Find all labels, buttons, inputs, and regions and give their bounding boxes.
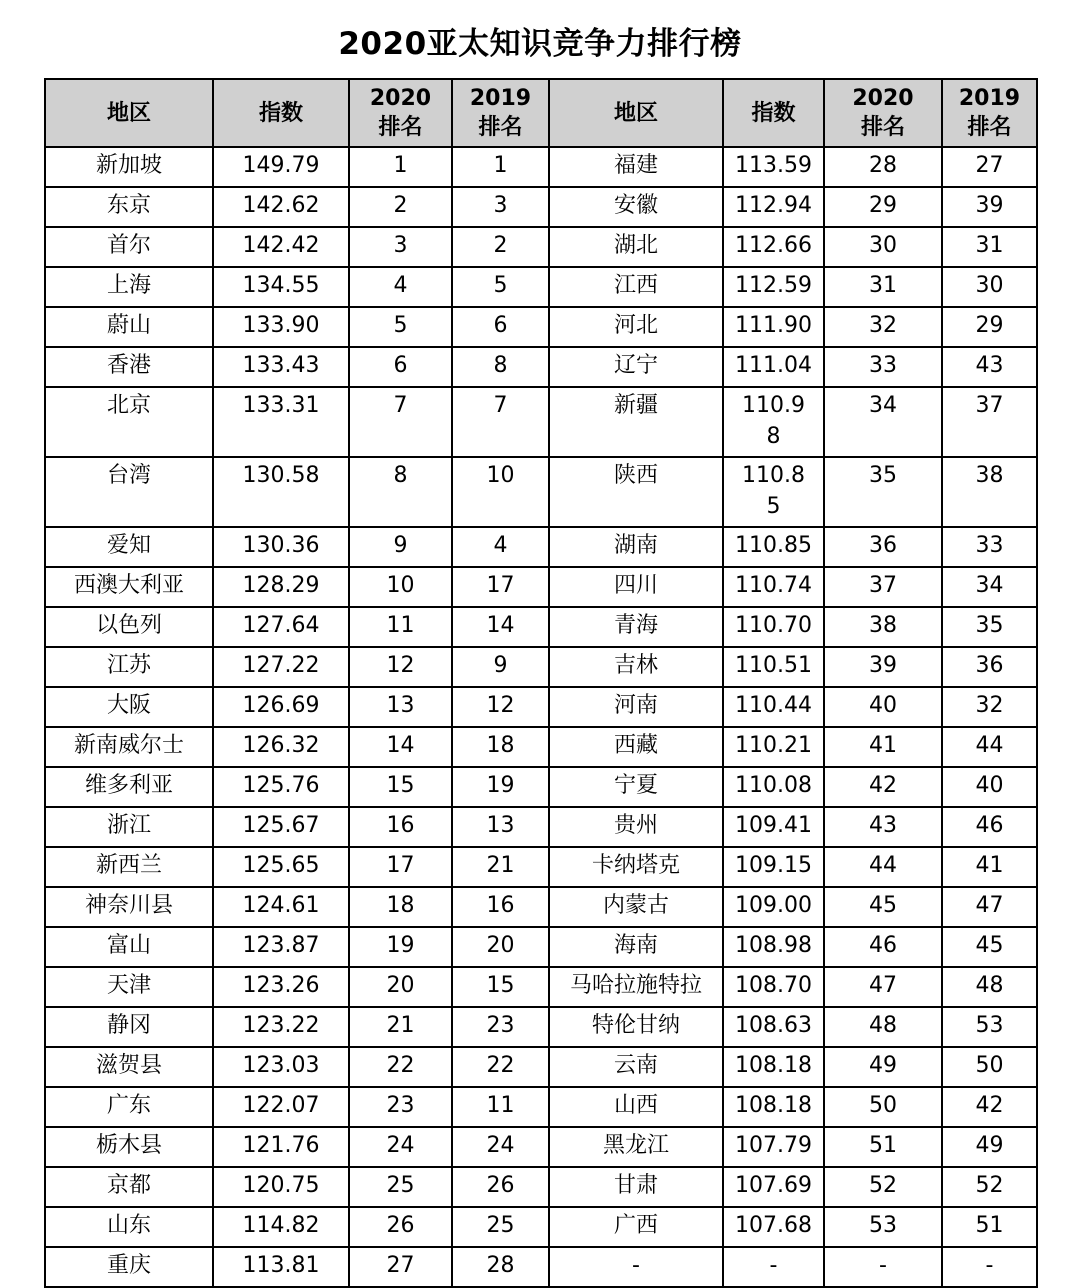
region-cell: 陕西 (549, 457, 723, 527)
rank-2019-cell: 28 (452, 1247, 549, 1287)
index-cell: 113.81 (213, 1247, 349, 1287)
index-cell: 108.63 (723, 1007, 824, 1047)
rank-2019-cell: 35 (942, 607, 1037, 647)
region-cell: 北京 (45, 387, 213, 457)
index-cell: 110.21 (723, 727, 824, 767)
rank-2019-cell: 8 (452, 347, 549, 387)
rank-2019-cell: 11 (452, 1087, 549, 1127)
region-cell: 新西兰 (45, 847, 213, 887)
region-cell: 甘肃 (549, 1167, 723, 1207)
index-cell: 108.18 (723, 1087, 824, 1127)
region-cell: 河北 (549, 307, 723, 347)
table-row (45, 147, 1037, 187)
rank-2019-cell: 16 (452, 887, 549, 927)
index-cell: 110.70 (723, 607, 824, 647)
rank-2020-cell: 40 (824, 687, 942, 727)
table-row (45, 1047, 1037, 1087)
rank-2019-cell: 17 (452, 567, 549, 607)
table-row (45, 267, 1037, 307)
region-cell: 黑龙江 (549, 1127, 723, 1167)
index-cell: 107.79 (723, 1127, 824, 1167)
rank-2020-cell: 49 (824, 1047, 942, 1087)
region-cell: 湖北 (549, 227, 723, 267)
rank-2020-cell: 33 (824, 347, 942, 387)
rank-2020-cell: - (824, 1247, 942, 1287)
index-cell: 125.76 (213, 767, 349, 807)
rank-2020-cell: 26 (349, 1207, 452, 1247)
rank-2019-cell: 47 (942, 887, 1037, 927)
rank-2019-cell: 40 (942, 767, 1037, 807)
index-cell: 109.41 (723, 807, 824, 847)
region-cell: 蔚山 (45, 307, 213, 347)
rank-2019-cell: 38 (942, 457, 1037, 527)
index-cell: 149.79 (213, 147, 349, 187)
rank-2019-cell: 34 (942, 567, 1037, 607)
rank-2020-cell: 21 (349, 1007, 452, 1047)
rank-2020-cell: 52 (824, 1167, 942, 1207)
rank-2020-cell: 9 (349, 527, 452, 567)
table-row (45, 187, 1037, 227)
table-row (45, 1247, 1037, 1287)
index-cell: 112.94 (723, 187, 824, 227)
rank-2020-cell: 2 (349, 187, 452, 227)
table-row (45, 1127, 1037, 1167)
index-cell: 133.31 (213, 387, 349, 457)
rank-2020-cell: 16 (349, 807, 452, 847)
rank-2019-cell: 27 (942, 147, 1037, 187)
rank-2019-cell: 45 (942, 927, 1037, 967)
rank-2019-cell: 53 (942, 1007, 1037, 1047)
rank-2020-cell: 23 (349, 1087, 452, 1127)
rank-2020-cell: 43 (824, 807, 942, 847)
region-cell: 静冈 (45, 1007, 213, 1047)
rank-2020-cell: 12 (349, 647, 452, 687)
column-header-rank-2020-right: 2020 排名 (824, 79, 942, 147)
region-cell: 广东 (45, 1087, 213, 1127)
index-cell: 142.42 (213, 227, 349, 267)
rank-2020-cell: 22 (349, 1047, 452, 1087)
rank-2020-cell: 50 (824, 1087, 942, 1127)
table-row (45, 307, 1037, 347)
region-cell: 香港 (45, 347, 213, 387)
region-cell: 吉林 (549, 647, 723, 687)
table-row (45, 387, 1037, 457)
rank-2020-cell: 4 (349, 267, 452, 307)
index-cell: 121.76 (213, 1127, 349, 1167)
table-row (45, 727, 1037, 767)
table-row (45, 847, 1037, 887)
column-header-region-right: 地区 (549, 79, 723, 147)
index-cell: 124.61 (213, 887, 349, 927)
rank-2019-cell: 14 (452, 607, 549, 647)
index-cell: 130.36 (213, 527, 349, 567)
rank-2020-cell: 41 (824, 727, 942, 767)
rank-2019-cell: 39 (942, 187, 1037, 227)
rank-2020-cell: 11 (349, 607, 452, 647)
rank-2020-cell: 18 (349, 887, 452, 927)
rank-2019-cell: 32 (942, 687, 1037, 727)
rank-2020-cell: 36 (824, 527, 942, 567)
index-cell: 126.32 (213, 727, 349, 767)
rank-2019-cell: 52 (942, 1167, 1037, 1207)
index-cell: 109.00 (723, 887, 824, 927)
rank-2020-cell: 8 (349, 457, 452, 527)
rank-2019-cell: 18 (452, 727, 549, 767)
index-cell: 133.90 (213, 307, 349, 347)
index-cell: 114.82 (213, 1207, 349, 1247)
rank-2019-cell: 12 (452, 687, 549, 727)
rank-2020-cell: 46 (824, 927, 942, 967)
index-cell: 123.03 (213, 1047, 349, 1087)
rank-2019-cell: 50 (942, 1047, 1037, 1087)
ranking-table (44, 78, 1038, 1288)
rank-2019-cell: 9 (452, 647, 549, 687)
index-cell: 130.58 (213, 457, 349, 527)
index-cell: 108.98 (723, 927, 824, 967)
table-row (45, 1007, 1037, 1047)
rank-2019-cell: 6 (452, 307, 549, 347)
rank-2020-cell: 15 (349, 767, 452, 807)
region-cell: 上海 (45, 267, 213, 307)
region-cell: 云南 (549, 1047, 723, 1087)
rank-2019-cell: 23 (452, 1007, 549, 1047)
rank-2019-cell: - (942, 1247, 1037, 1287)
region-cell: 青海 (549, 607, 723, 647)
table-row (45, 227, 1037, 267)
rank-2020-cell: 28 (824, 147, 942, 187)
index-cell: 109.15 (723, 847, 824, 887)
rank-2019-cell: 21 (452, 847, 549, 887)
rank-2019-cell: 51 (942, 1207, 1037, 1247)
index-cell: 111.04 (723, 347, 824, 387)
rank-2019-cell: 36 (942, 647, 1037, 687)
rank-2020-cell: 7 (349, 387, 452, 457)
rank-2020-cell: 32 (824, 307, 942, 347)
region-cell: 广西 (549, 1207, 723, 1247)
index-cell: 110.85 (723, 457, 824, 527)
rank-2020-cell: 44 (824, 847, 942, 887)
table-row (45, 927, 1037, 967)
index-cell: - (723, 1247, 824, 1287)
index-cell: 108.18 (723, 1047, 824, 1087)
region-cell: - (549, 1247, 723, 1287)
rank-2020-cell: 14 (349, 727, 452, 767)
table-row (45, 967, 1037, 1007)
table-row (45, 607, 1037, 647)
region-cell: 山东 (45, 1207, 213, 1247)
region-cell: 重庆 (45, 1247, 213, 1287)
table-header-row (45, 79, 1037, 147)
index-cell: 123.87 (213, 927, 349, 967)
rank-2020-cell: 45 (824, 887, 942, 927)
index-cell: 111.90 (723, 307, 824, 347)
rank-2020-cell: 20 (349, 967, 452, 1007)
region-cell: 安徽 (549, 187, 723, 227)
rank-2019-cell: 25 (452, 1207, 549, 1247)
region-cell: 卡纳塔克 (549, 847, 723, 887)
index-cell: 108.70 (723, 967, 824, 1007)
table-row (45, 767, 1037, 807)
region-cell: 特伦甘纳 (549, 1007, 723, 1047)
table-row (45, 1167, 1037, 1207)
region-cell: 四川 (549, 567, 723, 607)
rank-2020-cell: 25 (349, 1167, 452, 1207)
region-cell: 神奈川县 (45, 887, 213, 927)
rank-2020-cell: 3 (349, 227, 452, 267)
rank-2019-cell: 1 (452, 147, 549, 187)
index-cell: 110.08 (723, 767, 824, 807)
region-cell: 新加坡 (45, 147, 213, 187)
rank-2019-cell: 43 (942, 347, 1037, 387)
index-cell: 126.69 (213, 687, 349, 727)
region-cell: 西澳大利亚 (45, 567, 213, 607)
region-cell: 爱知 (45, 527, 213, 567)
column-header-rank-2019-left: 2019 排名 (452, 79, 549, 147)
rank-2019-cell: 15 (452, 967, 549, 1007)
rank-2020-cell: 19 (349, 927, 452, 967)
index-cell: 110.98 (723, 387, 824, 457)
rank-2019-cell: 33 (942, 527, 1037, 567)
rank-2019-cell: 42 (942, 1087, 1037, 1127)
region-cell: 山西 (549, 1087, 723, 1127)
region-cell: 马哈拉施特拉 (549, 967, 723, 1007)
region-cell: 河南 (549, 687, 723, 727)
rank-2019-cell: 48 (942, 967, 1037, 1007)
rank-2019-cell: 4 (452, 527, 549, 567)
region-cell: 宁夏 (549, 767, 723, 807)
rank-2019-cell: 46 (942, 807, 1037, 847)
index-cell: 107.69 (723, 1167, 824, 1207)
region-cell: 江苏 (45, 647, 213, 687)
rank-2020-cell: 37 (824, 567, 942, 607)
rank-2020-cell: 38 (824, 607, 942, 647)
region-cell: 浙江 (45, 807, 213, 847)
index-cell: 134.55 (213, 267, 349, 307)
region-cell: 新南威尔士 (45, 727, 213, 767)
page-title: 2020亚太知识竞争力排行榜 (338, 26, 742, 62)
rank-2019-cell: 19 (452, 767, 549, 807)
region-cell: 辽宁 (549, 347, 723, 387)
region-cell: 滋贺县 (45, 1047, 213, 1087)
region-cell: 以色列 (45, 607, 213, 647)
rank-2020-cell: 6 (349, 347, 452, 387)
index-cell: 110.51 (723, 647, 824, 687)
rank-2020-cell: 10 (349, 567, 452, 607)
region-cell: 湖南 (549, 527, 723, 567)
region-cell: 大阪 (45, 687, 213, 727)
column-header-index-right: 指数 (723, 79, 824, 147)
region-cell: 栃木县 (45, 1127, 213, 1167)
region-cell: 西藏 (549, 727, 723, 767)
rank-2019-cell: 37 (942, 387, 1037, 457)
rank-2020-cell: 30 (824, 227, 942, 267)
rank-2020-cell: 27 (349, 1247, 452, 1287)
rank-2019-cell: 30 (942, 267, 1037, 307)
rank-2019-cell: 26 (452, 1167, 549, 1207)
rank-2020-cell: 35 (824, 457, 942, 527)
rank-2020-cell: 34 (824, 387, 942, 457)
table-body (45, 147, 1037, 1287)
index-cell: 125.65 (213, 847, 349, 887)
region-cell: 富山 (45, 927, 213, 967)
rank-2020-cell: 17 (349, 847, 452, 887)
table-row (45, 1087, 1037, 1127)
index-cell: 107.68 (723, 1207, 824, 1247)
index-cell: 127.22 (213, 647, 349, 687)
region-cell: 贵州 (549, 807, 723, 847)
rank-2019-cell: 2 (452, 227, 549, 267)
region-cell: 台湾 (45, 457, 213, 527)
index-cell: 123.26 (213, 967, 349, 1007)
rank-2020-cell: 31 (824, 267, 942, 307)
index-cell: 133.43 (213, 347, 349, 387)
region-cell: 维多利亚 (45, 767, 213, 807)
index-cell: 125.67 (213, 807, 349, 847)
rank-2020-cell: 5 (349, 307, 452, 347)
column-header-region-left: 地区 (45, 79, 213, 147)
table-row (45, 647, 1037, 687)
index-cell: 127.64 (213, 607, 349, 647)
rank-2020-cell: 48 (824, 1007, 942, 1047)
rank-2019-cell: 20 (452, 927, 549, 967)
index-cell: 110.85 (723, 527, 824, 567)
column-header-rank-2019-right: 2019 排名 (942, 79, 1037, 147)
table-row (45, 1207, 1037, 1247)
region-cell: 天津 (45, 967, 213, 1007)
rank-2020-cell: 13 (349, 687, 452, 727)
region-cell: 福建 (549, 147, 723, 187)
index-cell: 113.59 (723, 147, 824, 187)
table-row (45, 687, 1037, 727)
table-row (45, 527, 1037, 567)
rank-2019-cell: 22 (452, 1047, 549, 1087)
region-cell: 首尔 (45, 227, 213, 267)
rank-2019-cell: 31 (942, 227, 1037, 267)
rank-2019-cell: 29 (942, 307, 1037, 347)
rank-2019-cell: 3 (452, 187, 549, 227)
region-cell: 海南 (549, 927, 723, 967)
index-cell: 112.59 (723, 267, 824, 307)
rank-2020-cell: 47 (824, 967, 942, 1007)
index-cell: 112.66 (723, 227, 824, 267)
rank-2019-cell: 10 (452, 457, 549, 527)
index-cell: 110.44 (723, 687, 824, 727)
table-row (45, 887, 1037, 927)
index-cell: 142.62 (213, 187, 349, 227)
rank-2019-cell: 49 (942, 1127, 1037, 1167)
rank-2020-cell: 53 (824, 1207, 942, 1247)
column-header-rank-2020-left: 2020 排名 (349, 79, 452, 147)
rank-2020-cell: 24 (349, 1127, 452, 1167)
region-cell: 内蒙古 (549, 887, 723, 927)
table-row (45, 347, 1037, 387)
rank-2020-cell: 51 (824, 1127, 942, 1167)
region-cell: 江西 (549, 267, 723, 307)
column-header-index-left: 指数 (213, 79, 349, 147)
rank-2019-cell: 7 (452, 387, 549, 457)
index-cell: 128.29 (213, 567, 349, 607)
region-cell: 东京 (45, 187, 213, 227)
rank-2020-cell: 29 (824, 187, 942, 227)
region-cell: 新疆 (549, 387, 723, 457)
index-cell: 120.75 (213, 1167, 349, 1207)
rank-2019-cell: 5 (452, 267, 549, 307)
table-row (45, 567, 1037, 607)
rank-2020-cell: 1 (349, 147, 452, 187)
table-row (45, 807, 1037, 847)
index-cell: 122.07 (213, 1087, 349, 1127)
index-cell: 110.74 (723, 567, 824, 607)
rank-2019-cell: 13 (452, 807, 549, 847)
rank-2020-cell: 39 (824, 647, 942, 687)
rank-2019-cell: 41 (942, 847, 1037, 887)
rank-2019-cell: 24 (452, 1127, 549, 1167)
table-row (45, 457, 1037, 527)
rank-2019-cell: 44 (942, 727, 1037, 767)
index-cell: 123.22 (213, 1007, 349, 1047)
region-cell: 京都 (45, 1167, 213, 1207)
rank-2020-cell: 42 (824, 767, 942, 807)
